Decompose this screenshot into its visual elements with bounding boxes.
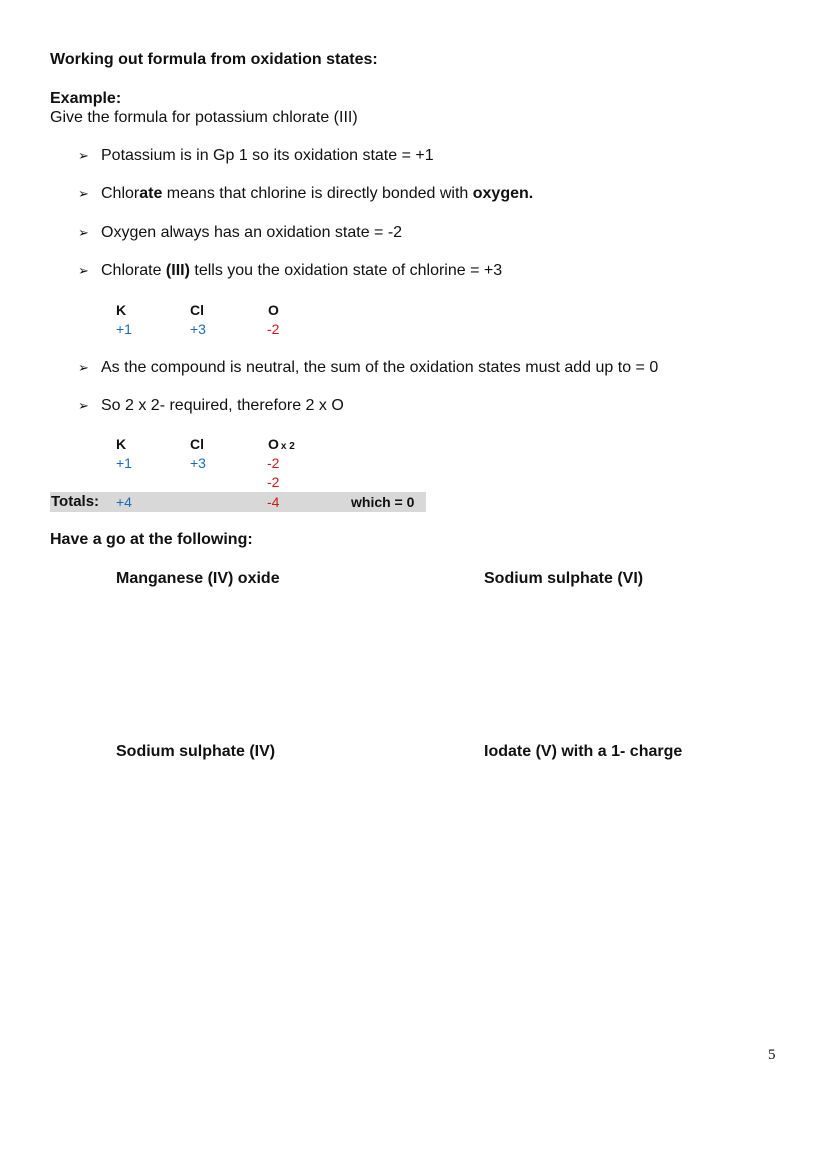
totals-label: Totals: <box>51 493 100 510</box>
exercise-prompt: Have a go at the following: <box>50 531 253 548</box>
exercise-item: Iodate (V) with a 1- charge <box>484 743 683 760</box>
exercise-item: Manganese (IV) oxide <box>116 570 280 587</box>
arrow-bullet-icon: ➢ <box>78 148 89 163</box>
element-symbol: K <box>116 302 127 318</box>
oxidation-value: -2 <box>267 455 280 471</box>
arrow-bullet-icon: ➢ <box>78 263 89 278</box>
bullet-item: ➢ As the compound is neutral, the sum of the oxidation states must add up to = 0 <box>78 359 659 376</box>
arrow-bullet-icon: ➢ <box>78 225 89 240</box>
multiplier-label: x 2 <box>280 441 295 452</box>
oxidation-value: -2 <box>267 321 280 337</box>
element-symbol: Cl <box>190 436 204 452</box>
totals-result: which = 0 <box>351 494 415 510</box>
oxidation-value: +3 <box>190 321 206 337</box>
element-symbol: K <box>116 436 127 452</box>
bullet-item: ➢ Chlorate (III) tells you the oxidation state of chlorine = +3 <box>78 262 503 279</box>
bullet-item: ➢ Potassium is in Gp 1 so its oxidation state = +1 <box>78 147 434 164</box>
example-question: Give the formula for potassium chlorate (III) <box>50 109 358 126</box>
oxidation-value: +3 <box>190 455 206 471</box>
total-value: -4 <box>267 494 280 510</box>
bullet-item: ➢ Chlorate means that chlorine is directly bonded with oxygen. <box>78 185 534 202</box>
exercise-item: Sodium sulphate (VI) <box>484 570 644 587</box>
bullet-item: ➢ So 2 x 2- required, therefore 2 x O <box>78 397 344 414</box>
page-number: 5 <box>768 1047 776 1063</box>
total-value: +4 <box>116 494 132 510</box>
oxidation-value: +1 <box>116 321 132 337</box>
arrow-bullet-icon: ➢ <box>78 398 89 413</box>
arrow-bullet-icon: ➢ <box>78 360 89 375</box>
bullet-item: ➢ Oxygen always has an oxidation state = -2 <box>78 224 403 241</box>
page-title: Working out formula from oxidation states: <box>50 51 378 68</box>
element-symbol: Cl <box>190 302 204 318</box>
element-symbol: O x 2 <box>268 436 295 452</box>
example-label: Example: <box>50 90 122 107</box>
oxidation-value: -2 <box>267 474 280 490</box>
exercise-item: Sodium sulphate (IV) <box>116 743 276 760</box>
oxidation-value: +1 <box>116 455 132 471</box>
element-symbol: O <box>268 302 279 318</box>
arrow-bullet-icon: ➢ <box>78 186 89 201</box>
